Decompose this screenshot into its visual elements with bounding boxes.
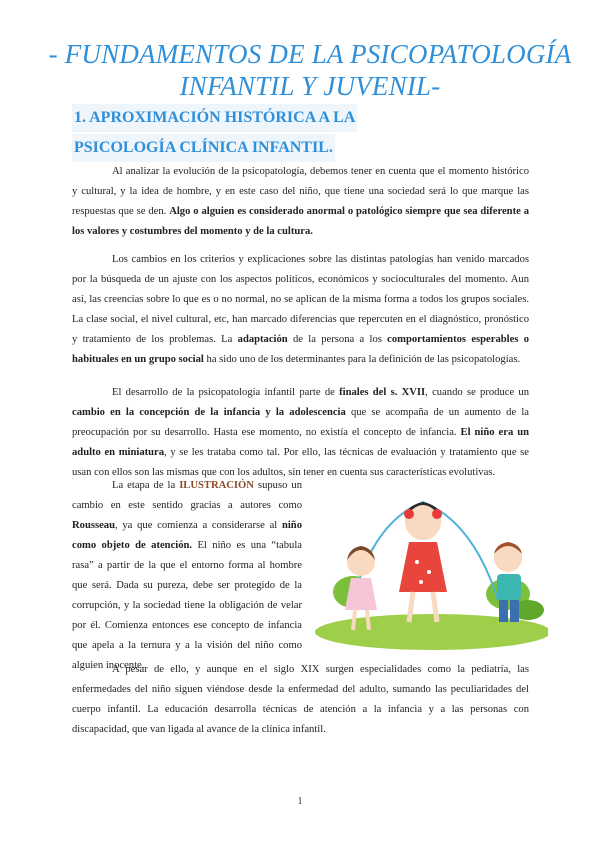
p2-bold-d: comportamientos esperables o habituales en un grupo social — [72, 334, 529, 365]
p1-text: Al analizar la evolución de la psicopatología, debemos tener en cuenta que el momento histórico y cultural, y la idea de hombre, y en este caso del niño, que tiene una sociedad será lo que marque las respuestas que se den. — [72, 166, 529, 217]
p3-text-g: , y se les trataba como tal. Por ello, las técnicas de evaluación y tratamiento que se usan con ellos son las mismas que con los adultos, sin tener en cuenta sus características evolutivas. — [72, 447, 529, 478]
paragraph-4 — [72, 476, 302, 676]
section-heading — [72, 104, 357, 164]
children-jump-rope-illustration — [313, 482, 548, 650]
p2-text-e: ha sido uno de los determinantes para la definición de las psicopatologías. — [203, 354, 521, 365]
p4-text-c: supuso un cambio en este sentido gracias a autores como — [72, 480, 302, 511]
p1-bold: Algo o alguien es considerado anormal o patológico siempre que sea diferente a los valores y costumbres del momento y de la cultura. — [72, 206, 529, 237]
paragraph-2 — [72, 250, 529, 370]
p4-text-e: , ya que comienza a considerarse al — [114, 520, 282, 531]
section-heading-line-1: 1. APROXIMACIÓN HISTÓRICA A LA — [72, 104, 357, 132]
p2-bold-b: adaptación — [237, 334, 288, 345]
p5-text: A pesar de ello, y aunque en el siglo XIX surgen especialidades como la pediatría, las enfermedades del niño siguen viéndose desde la enfermedad del adulto, sumando las peculiaridades del cuerpo infantil. La educación desarrolla técnicas de atención a la infancia y a las personas con discapacidad, que van ligada al avance de la clínica infantil. — [72, 664, 529, 735]
p4-bold-d: Rousseau — [72, 520, 115, 531]
p3-bold-d: cambio en la concepción de la infancia y la adolescencia — [72, 407, 346, 418]
p2-text-c: de la persona a los — [287, 334, 388, 345]
paragraph-3 — [72, 383, 529, 483]
p2-text-a: Los cambios en los criterios y explicaciones sobre las distintas patologías han venido marcados por la búsqueda de un ajuste con los aspectos políticos, económicos y socioculturales del momento. Aun así, las creencias sobre lo que es o no normal, no se aplican de la misma forma a todos los grupos sociales. La clase social, el nivel cultural, etc, han marcado diferencias que repercuten en el diagnóstico, pronóstico y tratamiento de los problemas. La — [72, 254, 529, 345]
p3-bold-f: El niño era un adulto en miniatura — [72, 427, 529, 458]
paragraph-5 — [72, 660, 529, 740]
section-heading-line-2: PSICOLOGÍA CLÍNICA INFANTIL. — [72, 134, 335, 162]
p4-bold-f: niño como objeto de atención. — [72, 520, 302, 551]
p3-text-c: , cuando se produce un — [425, 387, 530, 398]
p3-bold-b: finales del s. XVII — [339, 387, 426, 398]
paragraph-1 — [72, 162, 529, 242]
p4-text-a: La etapa de la — [112, 480, 180, 491]
page-number: 1 — [297, 796, 303, 807]
p3-text-e: que se acompaña de un aumento de la preocupación por su desarrollo. Hasta ese momento, no existía el concepto de infancia. — [72, 407, 529, 438]
p3-text-a: El desarrollo de la psicopatología infantil parte de — [112, 387, 340, 398]
p4-text-g: El niño es una “tabula rasa” a partir de la que el entorno forma al hombre que será. Dada su pureza, debe ser protegido de la corrupción, y la sociedad tiene la obligación de velar por él. Comienza entonces ese concepto de infancia que apela a la ternura y a la visión del niño como alguien inocente. — [72, 540, 302, 671]
document-title — [30, 38, 590, 102]
title-line-1: - FUNDAMENTOS DE LA PSICOPATOLOGÍA — [48, 39, 572, 69]
p4-bold-b: ILUSTRACIÓN — [179, 480, 254, 491]
title-line-2: INFANTIL Y JUVENIL- — [179, 71, 441, 101]
